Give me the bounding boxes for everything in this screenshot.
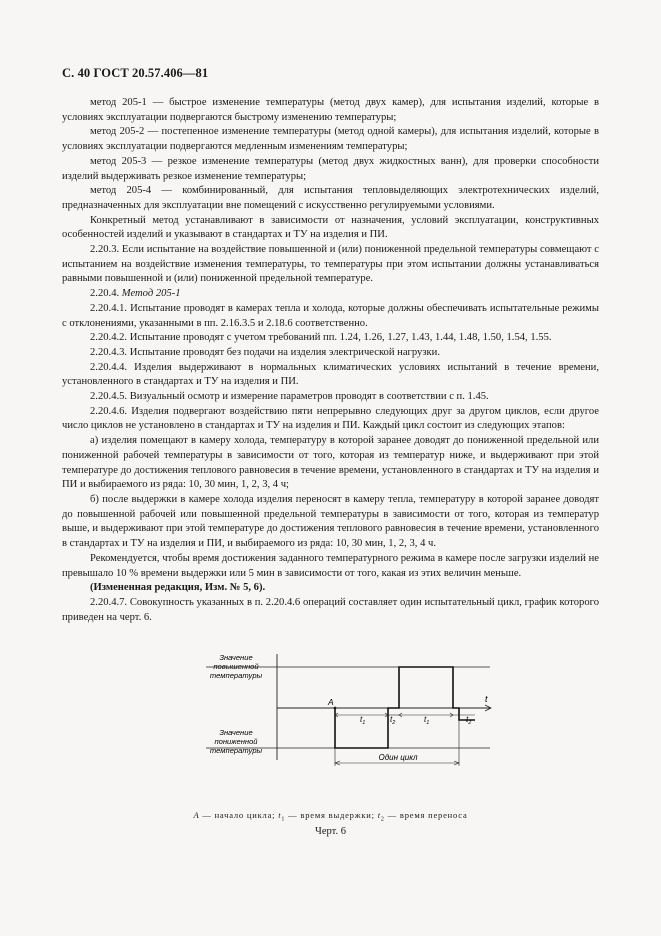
caption-part2: — время выдержки; <box>285 810 378 820</box>
t2-second-label: $t_2$ <box>466 715 472 726</box>
amendment-note: (Измененная редакция, Изм. № 5, 6). <box>90 582 266 594</box>
caption-part3: — время переноса <box>384 810 468 820</box>
paragraph: метод 205-1 — быстрое изменение температуры (метод двух камер), для испытания изделий, которые в условиях эксплуатации подвергаются быстрому изменению температуры; <box>62 97 599 123</box>
paragraph: Рекомендуется, чтобы время достижения заданного температурного режима в камере после загрузки изделий не превышало 10 % времени выдержки или 5 мин в зависимости от того, какая из этих величин меньше. <box>62 552 599 579</box>
upper-label-line1: Значение <box>219 653 253 662</box>
paragraph: а) изделия помещают в камеру холода, температуру в которой заранее доводят до пониженной предельной или пониженной рабочей температуры в зависимости от того, которая из температур ниже, и выдерживают при этой температуре до достижения теплового равновесия в течение времени, установленного в стандартах и ТУ на изделия и ПИ и выбираемого из ряда: 10, 30 мин, 1, 2, 3, 4 ч; <box>62 435 599 491</box>
paragraph: 2.20.4.1. Испытание проводят в камерах тепла и холода, которые должны обеспечивать испытательные режимы с отклонениями, указанными в пп. 2.16.3.5 и 2.18.6 соответственно. <box>62 302 599 329</box>
caption-t1-sub: 1 <box>281 816 286 823</box>
temperature-cycle-diagram <box>200 640 500 785</box>
upper-label-line2: повышенной <box>213 662 259 671</box>
document-body <box>62 96 599 625</box>
paragraph: метод 205-3 — резкое изменение температуры (метод двух жидкостных ванн), для проверки способности изделий выдерживать резкое изменение температуры; <box>62 155 599 182</box>
t2-label: $t_2$ <box>390 715 396 726</box>
caption-t2: t <box>377 810 381 820</box>
time-axis-label: t <box>485 694 488 704</box>
cycle-label: Один цикл <box>378 753 418 762</box>
method-heading <box>62 287 599 302</box>
caption-part1: — начало цикла; <box>199 810 279 820</box>
paragraph: б) после выдержки в камере холода изделия переносят в камеру тепла, температуру в которой заранее доводят до повышенной рабочей или повышенной предельной температуры в зависимости от того, которая из температур выше, и выдерживают при этой температуре до достижения теплового равновесия в течение времени, установленного в стандартах и ТУ на изделия и ПИ, и выбираемого из ряда: 10, 30 мин, 1, 2, 3, 4 ч. <box>62 493 599 550</box>
caption-a: А <box>193 810 200 820</box>
paragraph: 2.20.3. Если испытание на воздействие повышенной и (или) пониженной предельной температуры совмещают с испытанием на воздействие изменения температуры, то температуры при этом испытании должны устанавливаться равными повышенной и (или) пониженной предельной температуре. <box>62 244 599 285</box>
paragraph: 2.20.4.5. Визуальный осмотр и измерение параметров проводят в соответствии с п. 1.45. <box>90 391 489 403</box>
t1-label: $t_1$ <box>360 715 366 726</box>
paragraph: метод 205-4 — комбинированный, для испытания тепловыделяющих электротехнических изделий, предназначенных для эксплуатации вне помещений с искусственно регулируемыми условиями. <box>62 185 599 211</box>
temperature-waveform <box>335 667 475 748</box>
figure-caption <box>0 810 661 823</box>
lower-label-line2: пониженной <box>214 737 258 746</box>
upper-label-line3: температуры <box>209 671 263 680</box>
method-heading-title: Метод 205-1 <box>121 288 181 300</box>
t1-second-label: $t_1$ <box>424 715 430 726</box>
paragraph: 2.20.4.3. Испытание проводят без подачи на изделия электрической нагрузки. <box>90 346 440 358</box>
paragraph: Конкретный метод устанавливают в зависимости от назначения, условий эксплуатации, конструктивных особенностей изделий и указывают в стандартах и ТУ на изделия и ПИ. <box>62 214 599 241</box>
page-header: С. 40 ГОСТ 20.57.406—81 <box>62 66 209 80</box>
paragraph: метод 205-2 — постепенное изменение температуры (метод одной камеры), для испытания изделий, которые в условиях эксплуатации подвергаются медленным изменениям температуры; <box>62 126 599 153</box>
method-heading-number: 2.20.4. <box>90 288 120 300</box>
caption-t1: t <box>278 810 282 820</box>
paragraph: 2.20.4.4. Изделия выдерживают в нормальных климатических условиях испытаний в течение времени, установленного в стандартах и ТУ на изделия и ПИ. <box>62 361 599 388</box>
paragraph: 2.20.4.2. Испытание проводят с учетом требований пп. 1.24, 1.26, 1.27, 1.43, 1.44, 1.48, 1.50, 1.54, 1.55. <box>90 332 552 344</box>
paragraph: 2.20.4.7. Совокупность указанных в п. 2.20.4.6 операций составляет один испытательный цикл, график которого приведен на черт. 6. <box>62 596 599 623</box>
lower-label-line1: Значение <box>219 728 253 737</box>
paragraph: 2.20.4.6. Изделия подвергают воздействию пяти непрерывно следующих друг за другом циклов, если другое число циклов не установлено в стандартах и ТУ на изделия и ПИ. Каждый цикл состоит из следующих этапов: <box>62 405 599 432</box>
cycle-graph <box>200 640 500 780</box>
figure-number: Черт. 6 <box>315 826 346 837</box>
lower-label-line3: температуры <box>209 746 263 755</box>
caption-t2-sub: 2 <box>380 816 385 823</box>
point-a-label: A <box>328 697 334 707</box>
